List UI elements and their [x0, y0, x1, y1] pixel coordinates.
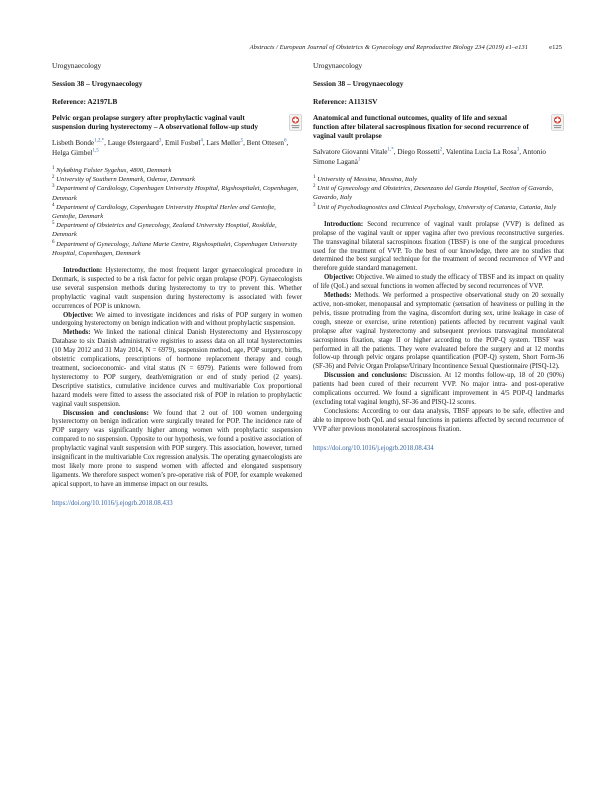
session-label: Session 38 – Urogynaecology [313, 79, 404, 88]
author-affil-sup[interactable]: 2 [439, 147, 443, 153]
author[interactable]: Salvatore Giovanni Vitale [313, 148, 388, 156]
journal-citation: Abstracts / European Journal of Obstetrics & Gynecology and Reproductive Biology 234 (2019) e1–e131 [249, 44, 528, 51]
abstract-left [52, 60, 302, 509]
author-affil-sup[interactable]: 5 [240, 138, 244, 144]
author[interactable]: Bent Ottesen [246, 139, 284, 147]
abstract-paragraph [52, 312, 302, 330]
title-row [52, 113, 302, 131]
affiliation: University of Messina, Messina, Italy [317, 176, 418, 183]
abstract-paragraph [313, 292, 564, 372]
reference-label: Reference: A2197LB [52, 97, 118, 106]
abstract-title: Pelvic organ prolapse surgery after prophylactic vaginal vault suspension during hysterectomy – A observational follow-up study [52, 113, 259, 131]
abstract-paragraph [313, 408, 564, 435]
paragraph-text: We found that 2 out of 100 women undergoing hysterectomy on benign indication were surgically treated for POP. The incidence rate of POP surgery was significantly higher among women with prophylactic suspension compared to no suspension. Opposite to our hypothesis, we found a positive association of prophylactic vaginal vault suspension with POP surgery. This association, however, turned insignificant in the multivariable Cox regression analysis. The operating gynaecologists are most likely more prone to suspend women with affected and elongated suspensory ligaments. We therefore suspect women’s pre-operative risk of POP, for example weakened apical support, to have an immense impact on our results. [52, 409, 302, 488]
author[interactable]: Valentina Lucia La Rosa [445, 148, 517, 156]
abstract-paragraph [313, 221, 564, 274]
author-affil-sup[interactable]: 1 [357, 157, 361, 163]
affiliation-list [313, 175, 564, 212]
paragraph-label: Objective: [324, 274, 355, 282]
author-affil-sup[interactable]: 4 [200, 138, 203, 144]
reference-label: Reference: A1131SV [313, 97, 378, 106]
affiliation: Department of Cardiology, Copenhagen University Hospital, Rigshospitalet, Copenhagen, Denmark [52, 185, 299, 202]
paragraph-label: Introduction: [324, 220, 364, 228]
author[interactable]: Emil Fosbøl [164, 139, 201, 147]
abstract-right [313, 60, 564, 453]
abstract-body [52, 267, 302, 490]
abstract-paragraph [52, 329, 302, 409]
affil-number: 1 [313, 174, 316, 180]
author-affil-sup[interactable]: 1,2,* [94, 138, 105, 144]
paragraph-text: Second recurrence of vaginal vault prolapse (VVP) is defined as prolapse of the vaginal vault or upper vagina after two previous reconstructive surgeries. The transvaginal bilateral sacrospinous fixation (TBSF) is one of the surgical procedures used for the treatment of VVP. To the best of our knowledge, there are no studies that determined the best surgical technique for the treatment of second recurrence of VVP and therefore guide standard management. [313, 220, 564, 273]
crossmark-icon[interactable] [551, 114, 564, 131]
abstract-title: Anatomical and functional outcomes, quality of life and sexual function after bilateral sacrospinous fixation for second recurrence of vaginal vault prolapse [313, 113, 529, 140]
affiliation-list [52, 166, 302, 258]
author[interactable]: Helga Gimbel [52, 149, 93, 157]
affiliation: Nykøbing Falster Sygehus, 4800, Denmark [56, 167, 172, 174]
affiliation: University of Southern Denmark, Odense, Denmark [56, 176, 195, 184]
paragraph-label: Introduction: [63, 267, 103, 275]
paragraph-label: Objective: [63, 311, 94, 319]
title-row [313, 113, 564, 140]
paragraph-text: Discussion. At 12 months follow-up, 18 of 20 (90%) patients had been cured of their recurrent VVP. No major intra- and post-operative complications occurred. We found a significant improvement in 4/5 POP-Q landmarks (excluding total vaginal length), SF-36 and PISQ-12 scores. [313, 372, 564, 406]
author[interactable]: Lars Møller [206, 139, 241, 147]
affil-number: 6 [52, 239, 55, 245]
author[interactable]: Diego Rossetti [397, 148, 440, 156]
doi-link[interactable]: https://doi.org/10.1016/j.ejogrb.2018.08.433 [52, 499, 173, 507]
doi-link[interactable]: https://doi.org/10.1016/j.ejogrb.2018.08.434 [313, 444, 434, 452]
affil-number: 3 [313, 202, 316, 208]
paragraph-label: Discussion and conclusions: [63, 409, 149, 417]
paragraph-text: Methods. We performed a prospective observational study on 20 sexually active, non-smoker, menopausal and symptomatic (sensation of heaviness or pulling in the pelvis, tissue protruding from the vagina, discomfort during sex, urine leakage in case of cough, sneeze or exercise, urine retention) patients affected by recurrent vaginal vault prolapse after vaginal hysterectomy and subsequent previous transvaginal monolateral sacrospinous fixation, stage II or higher according to the POP-Q system. TBSF was performed in all the patients. They were evaluated before the surgery and at 12 months follow-up through pelvic organs prolapse quantification (POP-Q) system, Short Form-36 (SF-36) and Pelvic Organ Prolapse/Urinary Incontinence Sexual Questionnaire (PISQ-12). [313, 292, 564, 371]
abstract-paragraph [52, 410, 302, 490]
author-affil-sup[interactable]: 6 [283, 138, 287, 144]
affiliation: Department of Gynecology, Juliane Marie Centre, Rigshospitalet, Copenhagen University Hospital, Copenhagen, Denmark [52, 240, 298, 257]
abstract-paragraph [313, 372, 564, 408]
affil-number: 3 [52, 184, 55, 190]
author[interactable]: Lisbeth Bonde [52, 139, 95, 147]
author-affil-sup[interactable]: 3 [158, 138, 162, 144]
author-list: Salvatore Giovanni Vitale$^{1,*}$, Diego Rossetti$^2$, Valentina Lucia La Rosa$^3$, Antonio Simone Laganà$^1$ [313, 147, 546, 166]
abstract-body [313, 221, 564, 435]
affiliation: Department of Cardiology, Copenhagen University Hospital Herlev and Gentofte, Gentofte, Denmark [52, 203, 276, 221]
affil-number: 5 [52, 220, 55, 226]
author-affil-sup[interactable]: 3 [516, 147, 520, 153]
page-number: e125 [549, 44, 562, 51]
category-label: Urogynaecology [52, 61, 102, 70]
paragraph-text: Hysterectomy, the most frequent larger gynaecological procedure in Denmark, is suspected to be a risk factor for pelvic organ prolapse (POP). Gynaecologists use several suspension methods during hysterectomy to try to prevent this. Whether prophylactic vaginal vault suspension during hysterectomy is associated with fewer occurrences of POP is unknown. [52, 267, 302, 310]
paragraph-label: Methods: [63, 329, 91, 337]
paragraph-text: Conclusions: According to our data analysis, TBSF appears to be safe, effective and able to improve both QoL and sexual functions in patients affected by second recurrence of VVP after previous monolateral sacrospinous fixation. [313, 407, 564, 433]
paragraph-label: Methods: [324, 292, 352, 300]
affiliation: Unit of Psychodiagnostics and Clinical Psychology, University of Catania, Catania, Italy [317, 203, 557, 211]
abstract-paragraph [52, 267, 302, 312]
affil-number: 2 [313, 183, 316, 189]
session-label: Session 38 – Urogynaecology [52, 79, 143, 88]
affiliation: Department of Obstetrics and Gynecology, Zealand University Hospital, Roskilde, Denmark [52, 222, 277, 239]
category-label: Urogynaecology [313, 61, 363, 70]
crossmark-icon[interactable] [289, 114, 302, 131]
author-affil-sup[interactable]: 1,* [387, 147, 394, 153]
affil-number: 2 [52, 174, 55, 180]
paragraph-text: Objective. We aimed to study the efficacy of TBSF and its impact on quality of life (QoL) and sexual functions in women affected by second recurrences of VVP. [313, 274, 564, 291]
author[interactable]: Lauge Østergaard [107, 139, 159, 147]
affiliation: Unit of Gynecology and Obstetrics, Desenzano del Garda Hospital, Section of Gavardo, Gavardo, Italy [313, 185, 554, 202]
paragraph-text: We aimed to investigate incidences and risks of POP surgery in women undergoing hysterectomy on benign indication with and without prophylactic suspension. [52, 311, 302, 328]
affil-number: 4 [52, 202, 55, 208]
paragraph-label: Discussion and conclusions: [324, 372, 408, 380]
author-affil-sup[interactable]: 1,5 [92, 148, 99, 154]
paragraph-text: We linked the national clinical Danish Hysterectomy and Hysteroscopy Database to six Danish administrative registries to assess data on all total hysterectomies (10 May 2012 and 31 May 2014, N = 6979), suspension method, age, POP surgery, births, obstetric complications, prescriptions of hormone replacement therapy and cough treatment, socioeconomic- and vital status (N = 6979). Patients were followed from hysterectomy to POP surgery, death/emigration or end of study period (2 years). Descriptive statistics, cumulative incidence curves and multivariable Cox proportional hazard models were fitted to assess the associated risk of POP in relation to prophylactic vaginal vault suspension. [52, 329, 302, 408]
abstract-paragraph [313, 274, 564, 292]
affil-number: 1 [52, 165, 55, 171]
author[interactable]: Antonio Simone Laganà [313, 148, 546, 166]
author-list: Lisbeth Bonde$^{1,2,*}$, Lauge Østergaard$^3$, Emil Fosbøl$^4$, Lars Møller$^5$, Bent Ottesen$^6$, Helga Gimbel$^{1,5}$ [52, 138, 289, 157]
